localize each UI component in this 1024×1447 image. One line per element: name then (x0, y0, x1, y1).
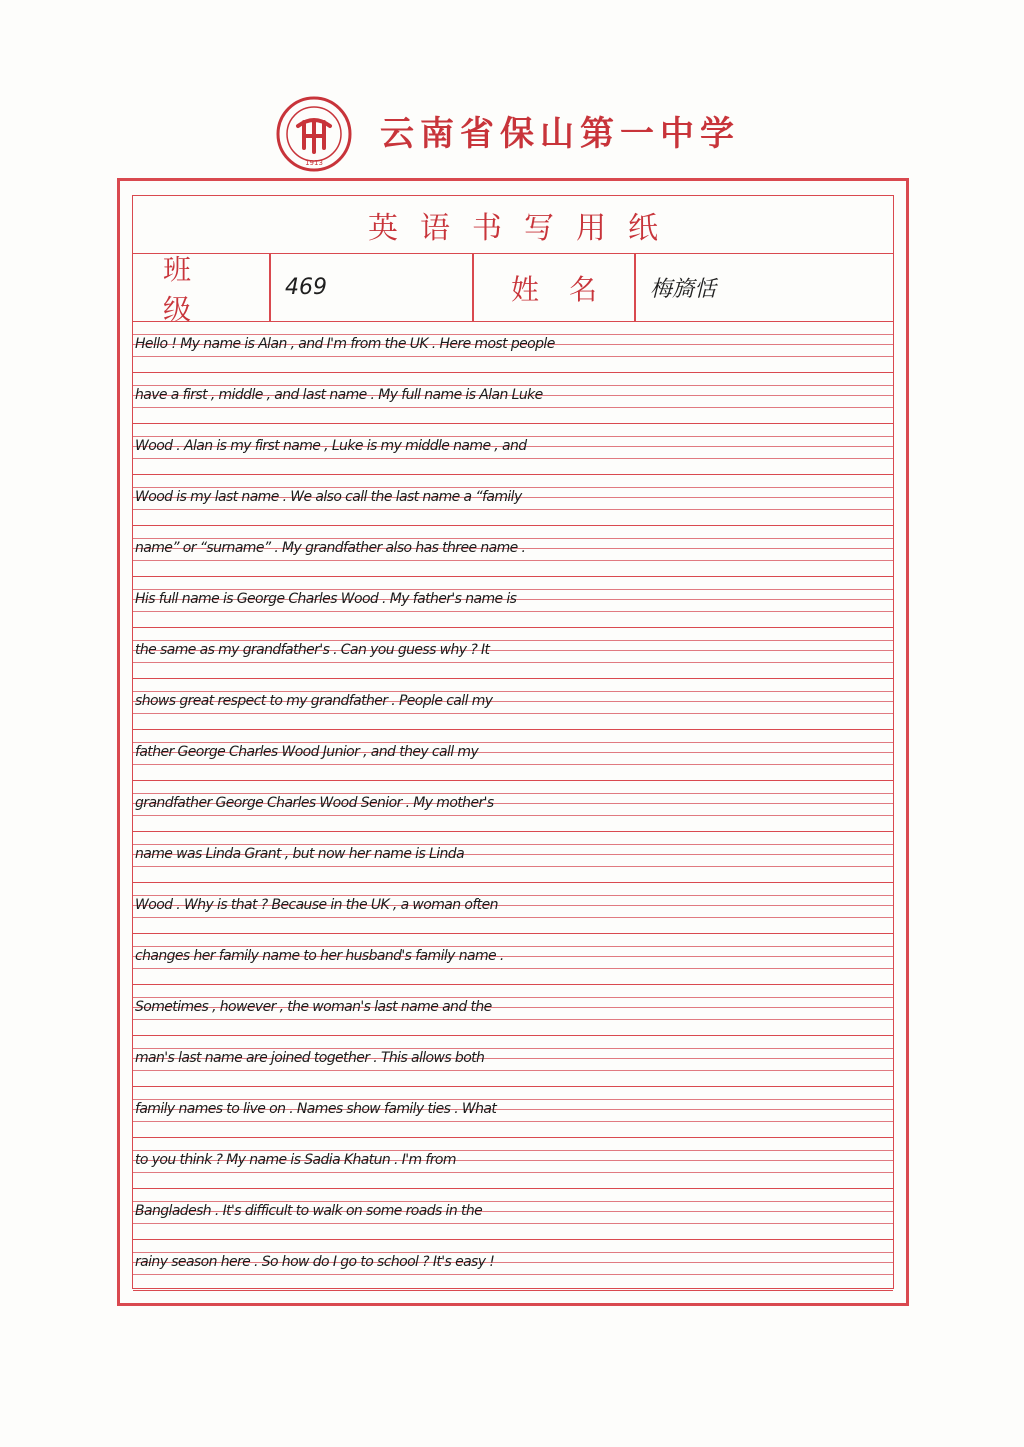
handwritten-text: man's last name are joined together . This allows both (135, 1050, 485, 1066)
writing-line (133, 1189, 893, 1240)
handwritten-text: name was Linda Grant , but now her name is Linda (135, 846, 465, 862)
writing-line (133, 1087, 893, 1138)
handwritten-text: Sometimes , however , the woman's last name and the (135, 999, 492, 1015)
writing-line (133, 934, 893, 985)
writing-line (133, 985, 893, 1036)
school-name: 云南省保山第一中学 (380, 114, 740, 154)
handwritten-text: grandfather George Charles Wood Senior . My mother's (135, 795, 494, 811)
writing-line (133, 1240, 893, 1291)
handwritten-text: Wood is my last name . We also call the last name a “family (135, 489, 522, 505)
writing-line (133, 424, 893, 475)
writing-line (133, 730, 893, 781)
writing-line (133, 475, 893, 526)
handwritten-text: Wood . Alan is my first name , Luke is my middle name , and (135, 438, 527, 454)
handwritten-text: Wood . Why is that ? Because in the UK , a woman often (135, 897, 498, 913)
title-row (133, 196, 893, 254)
handwritten-text: family names to live on . Names show family ties . What (135, 1101, 497, 1117)
handwritten-text: name” or “surname” . My grandfather also has three name . (135, 540, 526, 556)
info-row (133, 252, 893, 326)
writing-line (133, 628, 893, 679)
handwritten-text: rainy season here . So how do I go to school ? It's easy ! (135, 1254, 495, 1270)
writing-sheet (117, 178, 909, 1306)
handwritten-text: Hello ! My name is Alan , and I'm from the UK . Here most people (135, 336, 555, 352)
writing-line (133, 577, 893, 628)
class-label: 班级 (163, 252, 222, 326)
school-seal-icon (276, 96, 352, 172)
handwritten-text: father George Charles Wood Junior , and they call my (135, 744, 479, 760)
class-value: 469 (285, 275, 327, 300)
handwritten-text: the same as my grandfather's . Can you guess why ? It (135, 642, 490, 658)
handwriting-lines (133, 322, 893, 1290)
handwritten-text: shows great respect to my grandfather . People call my (135, 693, 493, 709)
writing-line (133, 781, 893, 832)
writing-line (133, 322, 893, 373)
seal-year: 1913 (305, 159, 323, 167)
writing-line (133, 832, 893, 883)
sheet-inner-frame (132, 195, 894, 1289)
handwritten-text: changes her family name to her husband's family name . (135, 948, 504, 964)
writing-line (133, 526, 893, 577)
writing-line (133, 1036, 893, 1087)
school-header (0, 88, 1024, 178)
sheet-title: 英语书写用纸 (368, 210, 680, 246)
writing-line (133, 1138, 893, 1189)
handwritten-text: have a first , middle , and last name . My full name is Alan Luke (135, 387, 543, 403)
name-label: 姓名 (510, 272, 627, 306)
handwritten-text: His full name is George Charles Wood . My father's name is (135, 591, 517, 607)
writing-line (133, 373, 893, 424)
writing-line (133, 679, 893, 730)
name-value: 梅旖恬 (650, 277, 717, 302)
handwritten-text: Bangladesh . It's difficult to walk on some roads in the (135, 1203, 483, 1219)
writing-line (133, 883, 893, 934)
handwritten-text: to you think ? My name is Sadia Khatun . I'm from (135, 1152, 456, 1168)
